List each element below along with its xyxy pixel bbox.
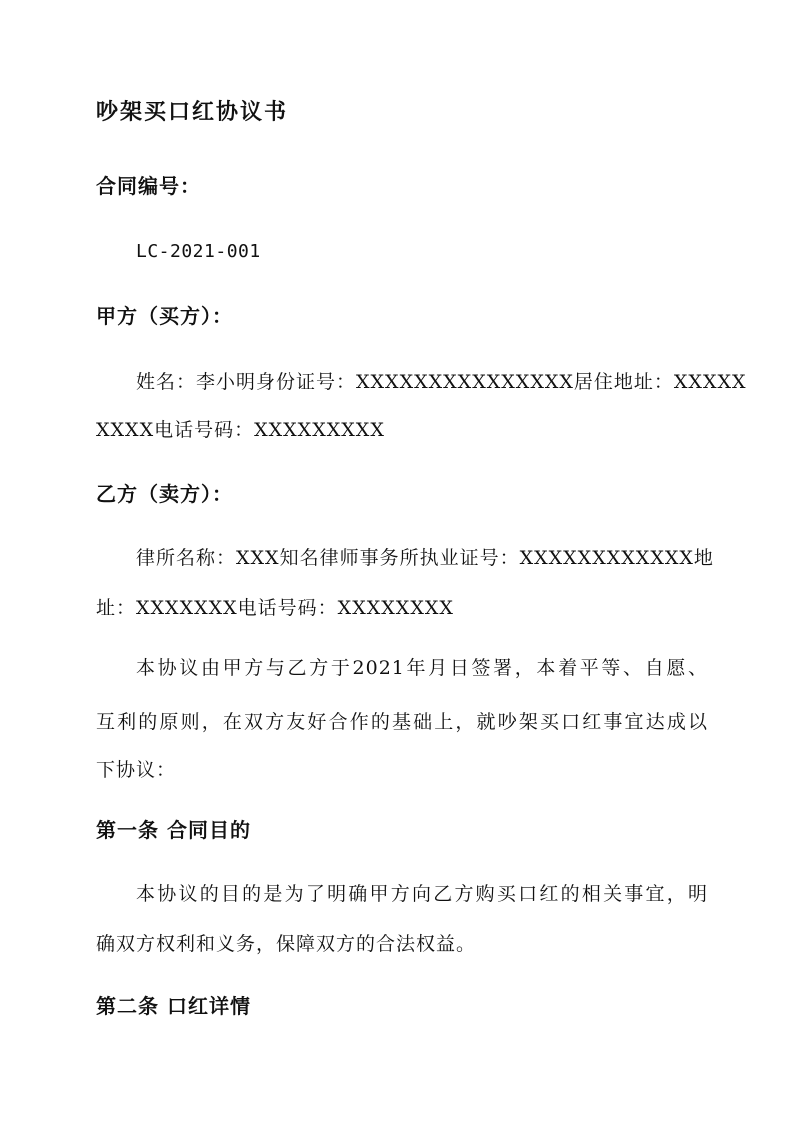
party-a-info-line-2: XXXX电话号码：XXXXXXXXX xyxy=(96,419,385,441)
intro-paragraph-line-3: 下协议： xyxy=(96,759,177,781)
intro-paragraph-line-1: 本协议由甲方与乙方于2021年月日签署，本着平等、自愿、 xyxy=(136,657,708,679)
contract-number-value: LC-2021-001 xyxy=(136,241,261,262)
party-b-heading: 乙方（卖方）： xyxy=(96,482,233,506)
party-a-heading: 甲方（买方）： xyxy=(96,304,233,328)
party-a-info-line-1: 姓名：李小明身份证号：XXXXXXXXXXXXXXX居住地址：XXXXX xyxy=(136,371,747,393)
contract-number-label: 合同编号： xyxy=(96,174,201,198)
document-title: 吵架买口红协议书 xyxy=(96,99,289,125)
intro-paragraph-line-2: 互利的原则，在双方友好合作的基础上，就吵架买口红事宜达成以 xyxy=(96,711,708,733)
article-1-line-2: 确双方权利和义务，保障双方的合法权益。 xyxy=(96,933,477,955)
article-1-line-1: 本协议的目的是为了明确甲方向乙方购买口红的相关事宜，明 xyxy=(136,883,708,905)
party-b-info-line-1: 律所名称：XXX知名律师事务所执业证号：XXXXXXXXXXXX地 xyxy=(136,547,714,569)
article-1-heading: 第一条 合同目的 xyxy=(96,818,251,842)
party-b-info-line-2: 址：XXXXXXX电话号码：XXXXXXXX xyxy=(96,597,454,619)
article-2-heading: 第二条 口红详情 xyxy=(96,994,251,1018)
